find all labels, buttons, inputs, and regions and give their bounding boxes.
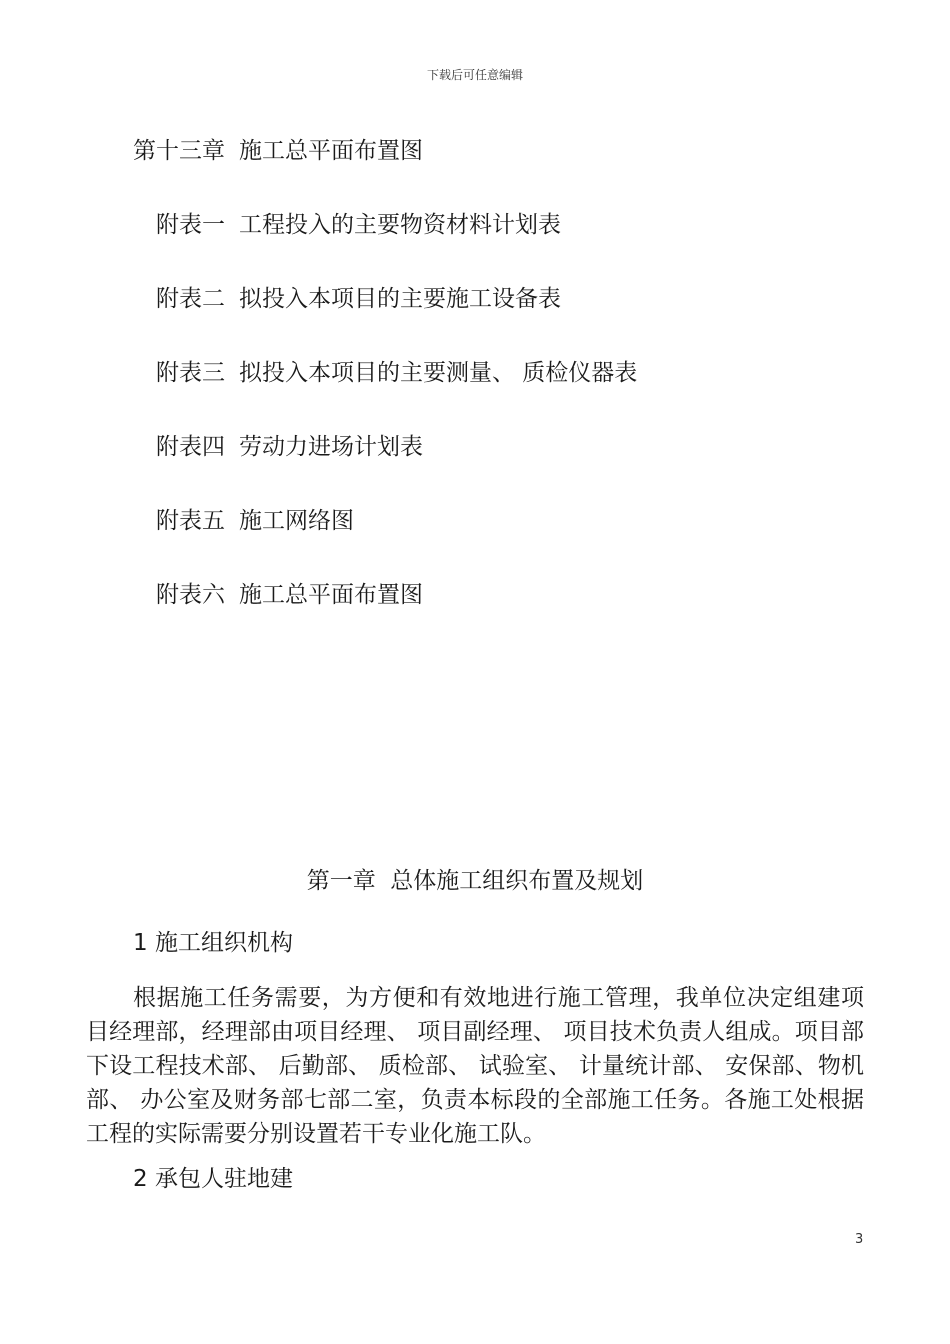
toc-title: 拟投入本项目的主要施工设备表 xyxy=(239,286,561,312)
toc-appendix-6 xyxy=(156,580,423,610)
toc-appendix-1 xyxy=(156,210,561,240)
toc-appendix-5 xyxy=(156,506,354,536)
toc-label: 附表六 xyxy=(156,582,225,608)
toc-title: 施工网络图 xyxy=(239,508,354,534)
toc-title: 施工总平面布置图 xyxy=(239,582,423,608)
toc-title: 劳动力进场计划表 xyxy=(239,434,423,460)
toc-appendix-2 xyxy=(156,284,561,314)
toc-label: 第十三章 xyxy=(133,138,225,164)
toc-label: 附表三 xyxy=(156,360,225,386)
toc-title: 工程投入的主要物资材料计划表 xyxy=(239,212,561,238)
toc-chapter-13 xyxy=(133,136,423,166)
chapter-title: 第一章 总体施工组织布置及规划 xyxy=(306,868,644,894)
page-number: 3 xyxy=(855,1232,864,1247)
section-heading-1: 1 施工组织机构 xyxy=(133,930,293,956)
toc-appendix-4 xyxy=(156,432,423,462)
toc-label: 附表一 xyxy=(156,212,225,238)
toc-label: 附表四 xyxy=(156,434,225,460)
section-heading-2: 2 承包人驻地建 xyxy=(133,1166,293,1192)
toc-title: 施工总平面布置图 xyxy=(239,138,423,164)
download-note: 下载后可任意编辑 xyxy=(426,68,523,82)
toc-label: 附表五 xyxy=(156,508,225,534)
toc-title: 拟投入本项目的主要测量、 质检仪器表 xyxy=(239,360,638,386)
toc-label: 附表二 xyxy=(156,286,225,312)
section-paragraph-1: 根据施工任务需要，为方便和有效地进行施工管理，我单位决定组建项目经理部，经理部由项目经理、 项目副经理、 项目技术负责人组成。项目部下设工程技术部、 后勤部、 质检部、 试验室、 计量统计部、 安保部、物机部、 办公室及财务部七部二室，负责本标段的全部施工任务。各施工处根据工程的实际需要分别设置若干专业化施工队。 xyxy=(86,985,864,1147)
toc-appendix-3 xyxy=(156,358,637,388)
